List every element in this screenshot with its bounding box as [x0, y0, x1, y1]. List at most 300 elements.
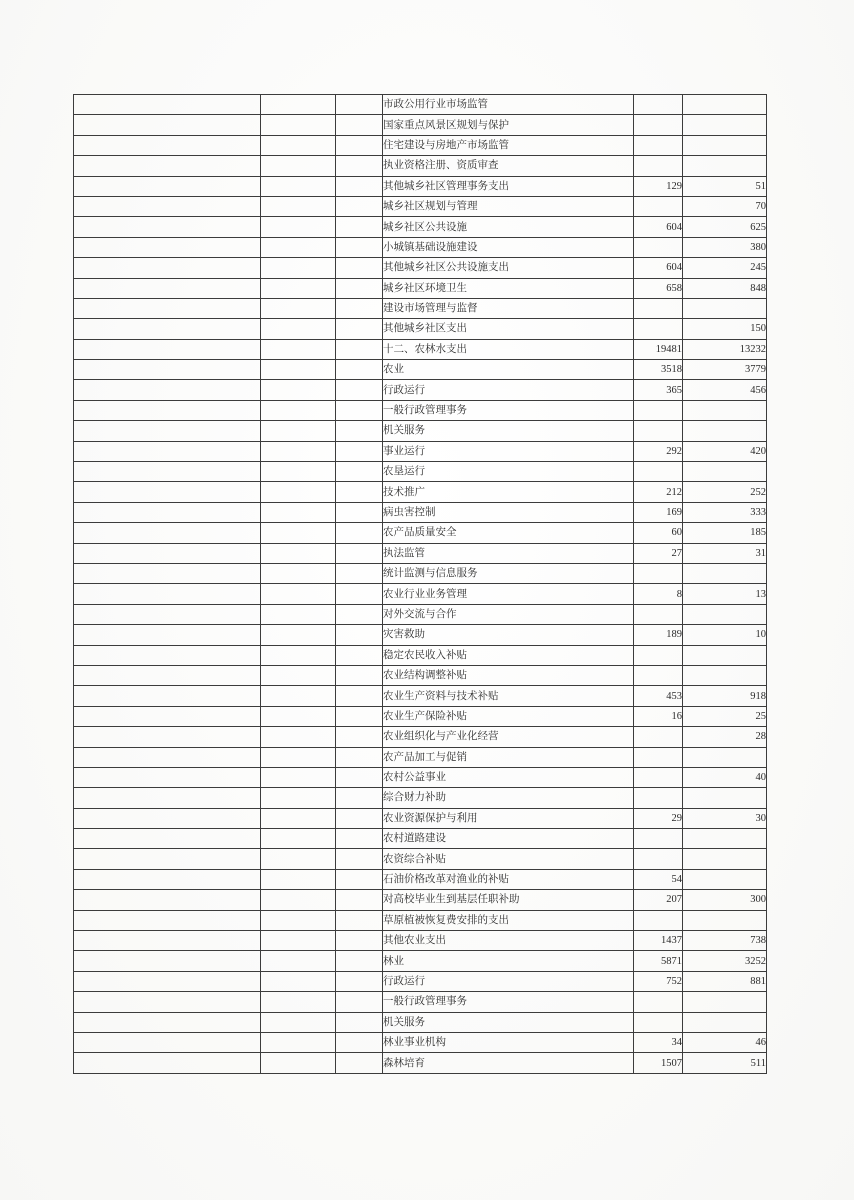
amount-cell-2: 511	[683, 1053, 767, 1073]
item-name-cell: 十二、农林水支出	[383, 339, 634, 359]
amount-cell-2	[683, 788, 767, 808]
amount-cell-2	[683, 604, 767, 624]
table-row	[74, 421, 767, 441]
amount-cell-2: 881	[683, 971, 767, 991]
amount-cell-1	[634, 727, 683, 747]
item-name-cell: 林业事业机构	[383, 1032, 634, 1052]
amount-cell-1: 169	[634, 502, 683, 522]
empty-cell	[261, 360, 336, 380]
item-name-cell: 行政运行	[383, 380, 634, 400]
item-name-cell: 对外交流与合作	[383, 604, 634, 624]
empty-cell	[336, 788, 383, 808]
item-name-cell: 农资综合补贴	[383, 849, 634, 869]
empty-cell	[261, 808, 336, 828]
amount-cell-1	[634, 665, 683, 685]
table-row	[74, 808, 767, 828]
empty-cell	[261, 298, 336, 318]
empty-cell	[74, 523, 261, 543]
amount-cell-1	[634, 849, 683, 869]
empty-cell	[336, 237, 383, 257]
table-row	[74, 278, 767, 298]
empty-cell	[336, 1012, 383, 1032]
table-row	[74, 625, 767, 645]
empty-cell	[336, 1032, 383, 1052]
empty-cell	[74, 686, 261, 706]
item-name-cell: 城乡社区环境卫生	[383, 278, 634, 298]
amount-cell-1	[634, 237, 683, 257]
amount-cell-2: 30	[683, 808, 767, 828]
table-row	[74, 971, 767, 991]
amount-cell-1: 19481	[634, 339, 683, 359]
amount-cell-1	[634, 645, 683, 665]
empty-cell	[261, 1012, 336, 1032]
amount-cell-2: 31	[683, 543, 767, 563]
empty-cell	[261, 767, 336, 787]
amount-cell-1: 752	[634, 971, 683, 991]
table-row	[74, 135, 767, 155]
empty-cell	[261, 849, 336, 869]
empty-cell	[74, 217, 261, 237]
amount-cell-2	[683, 462, 767, 482]
empty-cell	[261, 523, 336, 543]
amount-cell-2	[683, 298, 767, 318]
empty-cell	[261, 400, 336, 420]
empty-cell	[74, 543, 261, 563]
empty-cell	[74, 727, 261, 747]
table-row	[74, 482, 767, 502]
empty-cell	[336, 767, 383, 787]
empty-cell	[261, 706, 336, 726]
empty-cell	[336, 849, 383, 869]
amount-cell-2	[683, 645, 767, 665]
amount-cell-2: 51	[683, 176, 767, 196]
empty-cell	[336, 135, 383, 155]
amount-cell-1	[634, 788, 683, 808]
item-name-cell: 统计监测与信息服务	[383, 563, 634, 583]
item-name-cell: 病虫害控制	[383, 502, 634, 522]
amount-cell-1: 365	[634, 380, 683, 400]
empty-cell	[261, 115, 336, 135]
amount-cell-2	[683, 747, 767, 767]
empty-cell	[336, 686, 383, 706]
table-row	[74, 645, 767, 665]
empty-cell	[74, 563, 261, 583]
amount-cell-1: 604	[634, 217, 683, 237]
amount-cell-1	[634, 992, 683, 1012]
amount-cell-1	[634, 421, 683, 441]
budget-expenditure-table	[73, 94, 767, 1074]
amount-cell-2: 70	[683, 196, 767, 216]
empty-cell	[74, 1053, 261, 1073]
item-name-cell: 草原植被恢复费安排的支出	[383, 910, 634, 930]
empty-cell	[261, 727, 336, 747]
item-name-cell: 城乡社区规划与管理	[383, 196, 634, 216]
empty-cell	[74, 278, 261, 298]
item-name-cell: 农业结构调整补贴	[383, 665, 634, 685]
amount-cell-2: 3252	[683, 951, 767, 971]
table-row	[74, 441, 767, 461]
item-name-cell: 市政公用行业市场监管	[383, 95, 634, 115]
empty-cell	[261, 1032, 336, 1052]
table-row	[74, 1032, 767, 1052]
amount-cell-2: 40	[683, 767, 767, 787]
amount-cell-1: 8	[634, 584, 683, 604]
amount-cell-2: 918	[683, 686, 767, 706]
amount-cell-2: 333	[683, 502, 767, 522]
amount-cell-1: 129	[634, 176, 683, 196]
amount-cell-1: 1437	[634, 931, 683, 951]
item-name-cell: 其他城乡社区公共设施支出	[383, 258, 634, 278]
table-row	[74, 339, 767, 359]
item-name-cell: 农业行业业务管理	[383, 584, 634, 604]
table-row	[74, 992, 767, 1012]
empty-cell	[74, 931, 261, 951]
item-name-cell: 农业生产保险补贴	[383, 706, 634, 726]
empty-cell	[261, 788, 336, 808]
amount-cell-1	[634, 1012, 683, 1032]
empty-cell	[261, 951, 336, 971]
amount-cell-2	[683, 829, 767, 849]
table-row	[74, 829, 767, 849]
empty-cell	[336, 747, 383, 767]
empty-cell	[261, 278, 336, 298]
amount-cell-1: 292	[634, 441, 683, 461]
empty-cell	[336, 584, 383, 604]
amount-cell-1: 54	[634, 869, 683, 889]
table-row	[74, 196, 767, 216]
amount-cell-1: 27	[634, 543, 683, 563]
item-name-cell: 农业资源保护与利用	[383, 808, 634, 828]
item-name-cell: 其他城乡社区支出	[383, 319, 634, 339]
amount-cell-2	[683, 400, 767, 420]
amount-cell-1	[634, 115, 683, 135]
empty-cell	[74, 258, 261, 278]
amount-cell-2: 13	[683, 584, 767, 604]
amount-cell-2: 420	[683, 441, 767, 461]
amount-cell-2: 456	[683, 380, 767, 400]
empty-cell	[74, 665, 261, 685]
amount-cell-2: 25	[683, 706, 767, 726]
empty-cell	[261, 339, 336, 359]
table-row	[74, 869, 767, 889]
empty-cell	[74, 462, 261, 482]
empty-cell	[261, 196, 336, 216]
empty-cell	[261, 869, 336, 889]
empty-cell	[74, 400, 261, 420]
item-name-cell: 农垦运行	[383, 462, 634, 482]
empty-cell	[261, 931, 336, 951]
empty-cell	[74, 380, 261, 400]
table-row	[74, 462, 767, 482]
empty-cell	[261, 829, 336, 849]
amount-cell-1	[634, 298, 683, 318]
item-name-cell: 一般行政管理事务	[383, 992, 634, 1012]
empty-cell	[74, 115, 261, 135]
empty-cell	[74, 992, 261, 1012]
amount-cell-2	[683, 156, 767, 176]
empty-cell	[336, 727, 383, 747]
table-row	[74, 910, 767, 930]
table-row	[74, 1012, 767, 1032]
empty-cell	[261, 645, 336, 665]
item-name-cell: 森林培育	[383, 1053, 634, 1073]
empty-cell	[74, 849, 261, 869]
item-name-cell: 农业生产资料与技术补贴	[383, 686, 634, 706]
item-name-cell: 小城镇基础设施建设	[383, 237, 634, 257]
empty-cell	[74, 1032, 261, 1052]
amount-cell-2	[683, 869, 767, 889]
amount-cell-1	[634, 95, 683, 115]
item-name-cell: 机关服务	[383, 1012, 634, 1032]
table-row	[74, 176, 767, 196]
empty-cell	[74, 360, 261, 380]
amount-cell-2	[683, 849, 767, 869]
empty-cell	[261, 992, 336, 1012]
empty-cell	[336, 523, 383, 543]
amount-cell-2	[683, 421, 767, 441]
empty-cell	[336, 258, 383, 278]
empty-cell	[74, 890, 261, 910]
amount-cell-1	[634, 400, 683, 420]
empty-cell	[336, 625, 383, 645]
empty-cell	[336, 278, 383, 298]
item-name-cell: 执法监管	[383, 543, 634, 563]
amount-cell-1: 453	[634, 686, 683, 706]
table-row	[74, 380, 767, 400]
empty-cell	[74, 584, 261, 604]
amount-cell-2: 848	[683, 278, 767, 298]
amount-cell-1: 604	[634, 258, 683, 278]
empty-cell	[336, 421, 383, 441]
table-row	[74, 563, 767, 583]
amount-cell-2: 380	[683, 237, 767, 257]
empty-cell	[261, 625, 336, 645]
empty-cell	[336, 400, 383, 420]
amount-cell-1: 658	[634, 278, 683, 298]
amount-cell-1	[634, 747, 683, 767]
empty-cell	[336, 706, 383, 726]
empty-cell	[336, 665, 383, 685]
empty-cell	[336, 604, 383, 624]
table-row	[74, 360, 767, 380]
amount-cell-2: 185	[683, 523, 767, 543]
table-row	[74, 849, 767, 869]
item-name-cell: 农村道路建设	[383, 829, 634, 849]
table-row	[74, 217, 767, 237]
empty-cell	[336, 462, 383, 482]
empty-cell	[261, 176, 336, 196]
empty-cell	[336, 951, 383, 971]
empty-cell	[74, 910, 261, 930]
empty-cell	[336, 115, 383, 135]
table-row	[74, 258, 767, 278]
table-row	[74, 400, 767, 420]
item-name-cell: 稳定农民收入补贴	[383, 645, 634, 665]
amount-cell-1	[634, 319, 683, 339]
empty-cell	[336, 808, 383, 828]
table-row	[74, 727, 767, 747]
empty-cell	[336, 829, 383, 849]
empty-cell	[261, 95, 336, 115]
empty-cell	[336, 645, 383, 665]
empty-cell	[336, 543, 383, 563]
empty-cell	[74, 971, 261, 991]
item-name-cell: 国家重点风景区规划与保护	[383, 115, 634, 135]
empty-cell	[74, 196, 261, 216]
empty-cell	[261, 563, 336, 583]
amount-cell-2: 10	[683, 625, 767, 645]
empty-cell	[74, 645, 261, 665]
empty-cell	[336, 298, 383, 318]
table-body	[74, 95, 767, 1074]
table-row	[74, 604, 767, 624]
empty-cell	[336, 217, 383, 237]
empty-cell	[261, 502, 336, 522]
item-name-cell: 农村公益事业	[383, 767, 634, 787]
empty-cell	[336, 1053, 383, 1073]
empty-cell	[336, 992, 383, 1012]
empty-cell	[336, 441, 383, 461]
empty-cell	[74, 767, 261, 787]
item-name-cell: 农产品质量安全	[383, 523, 634, 543]
empty-cell	[74, 747, 261, 767]
empty-cell	[336, 339, 383, 359]
table-row	[74, 237, 767, 257]
item-name-cell: 农产品加工与促销	[383, 747, 634, 767]
amount-cell-1: 3518	[634, 360, 683, 380]
amount-cell-1	[634, 767, 683, 787]
empty-cell	[74, 319, 261, 339]
table-row	[74, 951, 767, 971]
amount-cell-2	[683, 135, 767, 155]
item-name-cell: 建设市场管理与监督	[383, 298, 634, 318]
amount-cell-1: 16	[634, 706, 683, 726]
empty-cell	[261, 604, 336, 624]
item-name-cell: 执业资格注册、资质审查	[383, 156, 634, 176]
table-row	[74, 523, 767, 543]
amount-cell-1: 1507	[634, 1053, 683, 1073]
empty-cell	[74, 421, 261, 441]
item-name-cell: 石油价格改革对渔业的补贴	[383, 869, 634, 889]
empty-cell	[261, 319, 336, 339]
empty-cell	[261, 135, 336, 155]
empty-cell	[261, 421, 336, 441]
empty-cell	[74, 339, 261, 359]
empty-cell	[261, 890, 336, 910]
empty-cell	[74, 482, 261, 502]
amount-cell-1	[634, 829, 683, 849]
amount-cell-1: 212	[634, 482, 683, 502]
item-name-cell: 技术推广	[383, 482, 634, 502]
item-name-cell: 机关服务	[383, 421, 634, 441]
empty-cell	[74, 1012, 261, 1032]
amount-cell-1: 60	[634, 523, 683, 543]
amount-cell-2	[683, 95, 767, 115]
amount-cell-2	[683, 115, 767, 135]
amount-cell-2	[683, 1012, 767, 1032]
item-name-cell: 农业组织化与产业化经营	[383, 727, 634, 747]
amount-cell-1: 207	[634, 890, 683, 910]
amount-cell-1: 5871	[634, 951, 683, 971]
amount-cell-1	[634, 910, 683, 930]
amount-cell-2: 46	[683, 1032, 767, 1052]
table-row	[74, 156, 767, 176]
amount-cell-1	[634, 135, 683, 155]
amount-cell-2	[683, 992, 767, 1012]
item-name-cell: 城乡社区公共设施	[383, 217, 634, 237]
table-row	[74, 298, 767, 318]
amount-cell-1: 29	[634, 808, 683, 828]
amount-cell-2: 245	[683, 258, 767, 278]
amount-cell-2: 300	[683, 890, 767, 910]
table-row	[74, 747, 767, 767]
empty-cell	[74, 951, 261, 971]
empty-cell	[261, 910, 336, 930]
table-row	[74, 706, 767, 726]
amount-cell-2: 3779	[683, 360, 767, 380]
empty-cell	[261, 971, 336, 991]
empty-cell	[261, 258, 336, 278]
empty-cell	[336, 931, 383, 951]
empty-cell	[74, 298, 261, 318]
empty-cell	[336, 971, 383, 991]
item-name-cell: 林业	[383, 951, 634, 971]
table-row	[74, 502, 767, 522]
table-row	[74, 665, 767, 685]
table-row	[74, 890, 767, 910]
empty-cell	[74, 176, 261, 196]
item-name-cell: 农业	[383, 360, 634, 380]
empty-cell	[261, 217, 336, 237]
empty-cell	[336, 196, 383, 216]
empty-cell	[261, 441, 336, 461]
amount-cell-1	[634, 604, 683, 624]
empty-cell	[261, 584, 336, 604]
empty-cell	[74, 788, 261, 808]
table-row	[74, 1053, 767, 1073]
amount-cell-1	[634, 563, 683, 583]
table-row	[74, 788, 767, 808]
table-row	[74, 767, 767, 787]
amount-cell-2: 738	[683, 931, 767, 951]
empty-cell	[261, 482, 336, 502]
empty-cell	[261, 747, 336, 767]
empty-cell	[336, 156, 383, 176]
amount-cell-1	[634, 196, 683, 216]
empty-cell	[74, 604, 261, 624]
empty-cell	[261, 237, 336, 257]
empty-cell	[336, 563, 383, 583]
amount-cell-2: 625	[683, 217, 767, 237]
item-name-cell: 其他农业支出	[383, 931, 634, 951]
amount-cell-1	[634, 156, 683, 176]
item-name-cell: 其他城乡社区管理事务支出	[383, 176, 634, 196]
empty-cell	[261, 156, 336, 176]
empty-cell	[336, 482, 383, 502]
empty-cell	[261, 380, 336, 400]
empty-cell	[336, 890, 383, 910]
item-name-cell: 一般行政管理事务	[383, 400, 634, 420]
empty-cell	[74, 502, 261, 522]
empty-cell	[74, 808, 261, 828]
table-row	[74, 319, 767, 339]
item-name-cell: 综合财力补助	[383, 788, 634, 808]
item-name-cell: 对高校毕业生到基层任职补助	[383, 890, 634, 910]
amount-cell-2: 252	[683, 482, 767, 502]
empty-cell	[74, 706, 261, 726]
empty-cell	[74, 95, 261, 115]
item-name-cell: 行政运行	[383, 971, 634, 991]
